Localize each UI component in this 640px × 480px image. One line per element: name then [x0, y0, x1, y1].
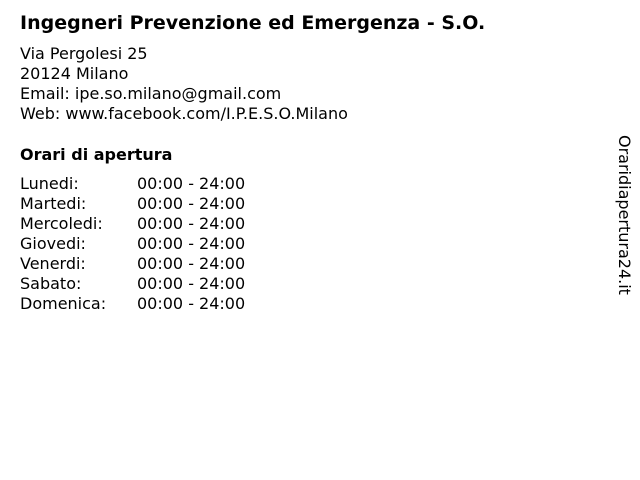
day-label: Martedi: — [20, 194, 87, 213]
day-label: Venerdi: — [20, 254, 86, 273]
day-label: Domenica: — [20, 294, 107, 313]
hours-row-friday — [20, 254, 245, 274]
hours-row-thursday — [20, 234, 245, 254]
day-label: Mercoledi: — [20, 214, 103, 233]
site-watermark: Oraridiapertura24.it — [615, 135, 634, 295]
web-line: Web: www.facebook.com/I.P.E.S.O.Milano — [20, 104, 348, 123]
business-name: Ingegneri Prevenzione ed Emergenza - S.O. — [20, 12, 486, 34]
hours-row-sunday — [20, 294, 245, 314]
email-line: Email: ipe.so.milano@gmail.com — [20, 84, 282, 103]
time-range: 00:00 - 24:00 — [137, 174, 246, 193]
hours-row-tuesday — [20, 194, 245, 214]
hours-row-saturday — [20, 274, 245, 294]
day-label: Lunedi: — [20, 174, 79, 193]
time-range: 00:00 - 24:00 — [137, 214, 246, 233]
time-range: 00:00 - 24:00 — [137, 234, 246, 253]
hours-heading: Orari di apertura — [20, 145, 173, 164]
time-range: 00:00 - 24:00 — [137, 274, 246, 293]
time-range: 00:00 - 24:00 — [137, 194, 246, 213]
hours-row-monday — [20, 174, 245, 194]
address-block — [20, 44, 348, 124]
hours-table — [20, 174, 245, 314]
day-label: Giovedi: — [20, 234, 86, 253]
time-range: 00:00 - 24:00 — [137, 294, 246, 313]
time-range: 00:00 - 24:00 — [137, 254, 246, 273]
street-address: Via Pergolesi 25 — [20, 44, 148, 63]
city-postal: 20124 Milano — [20, 64, 129, 83]
hours-row-wednesday — [20, 214, 245, 234]
day-label: Sabato: — [20, 274, 82, 293]
